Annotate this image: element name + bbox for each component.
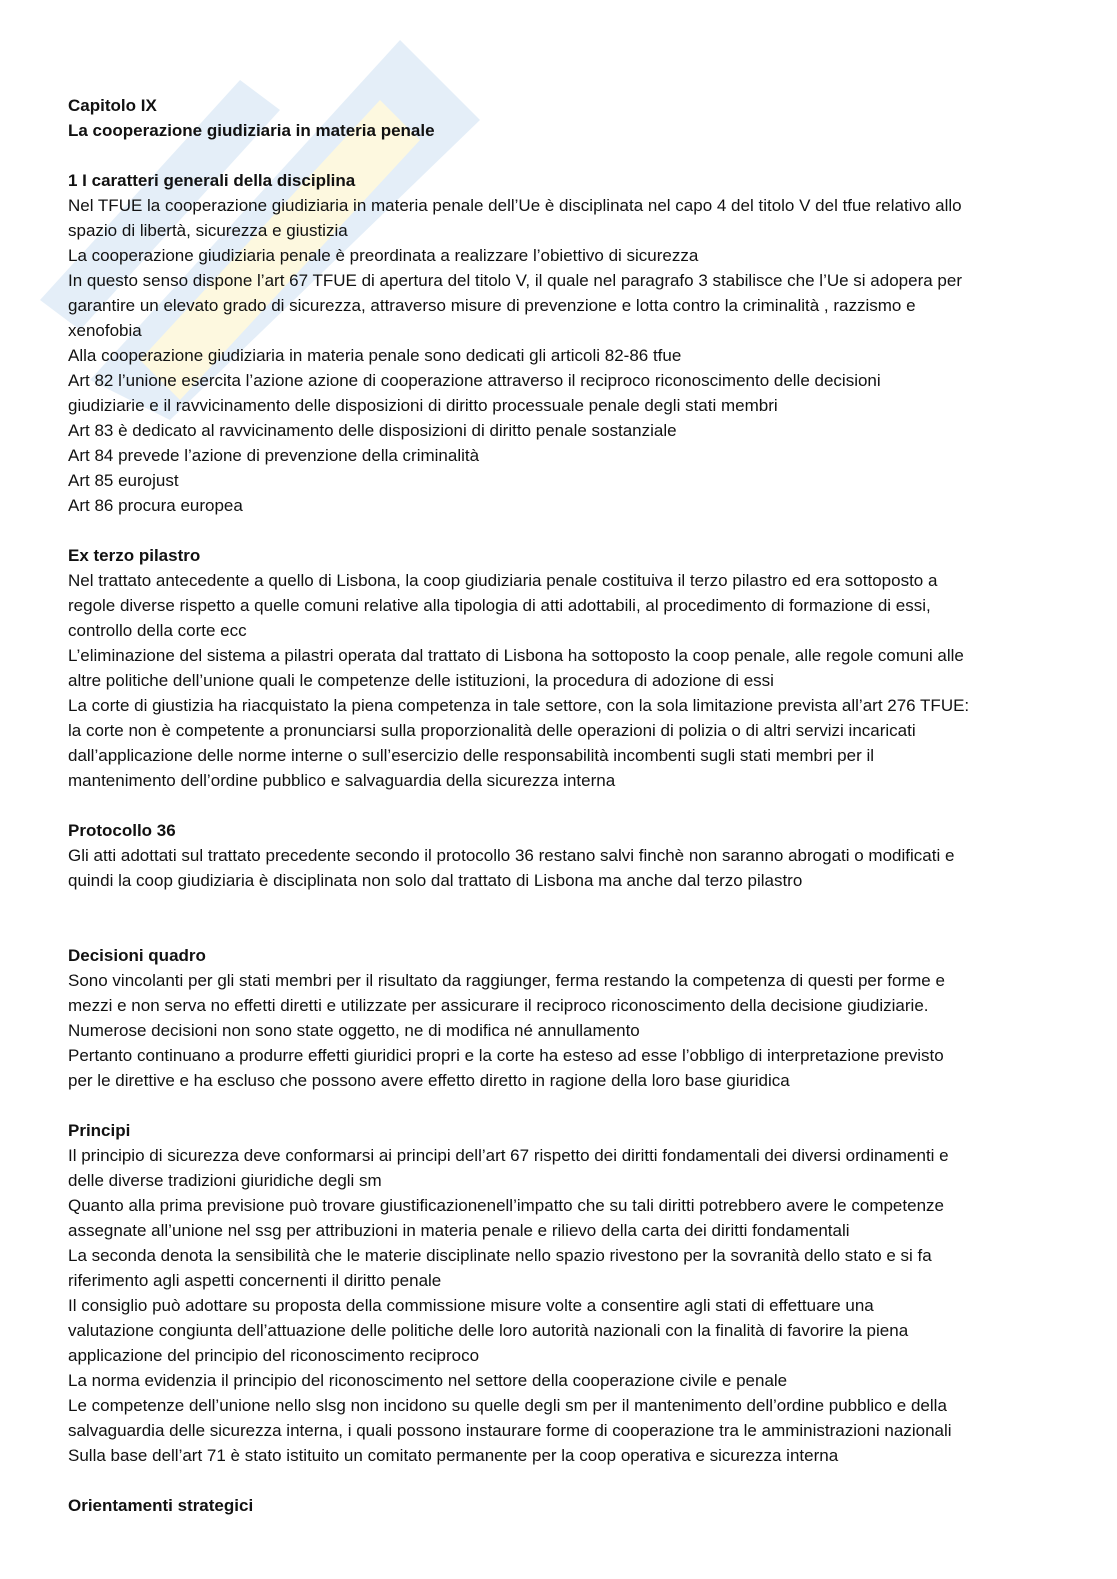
section-heading: Principi	[68, 1121, 131, 1140]
paragraph-line: controllo della corte ecc	[68, 621, 247, 640]
section-heading: 1 I caratteri generali della disciplina	[68, 171, 356, 190]
paragraph-line: La norma evidenzia il principio del riconoscimento nel settore della cooperazione civile e penale	[68, 1371, 788, 1390]
paragraph-line: salvaguardia delle sicurezza interna, i quali possono instaurare forme di cooperazione tra le amministrazioni nazionali	[68, 1421, 952, 1440]
section-heading: Ex terzo pilastro	[68, 546, 201, 565]
chapter-number: Capitolo IX	[68, 96, 157, 115]
paragraph-line: altre politiche dell’unione quali le competenze delle istituzioni, la procedura di adozione di essi	[68, 671, 774, 690]
paragraph-line: Gli atti adottati sul trattato precedente secondo il protocollo 36 restano salvi finchè non saranno abrogati o modificati e	[68, 846, 955, 865]
paragraph-line: la corte non è competente a pronunciarsi sulla proporzionalità delle operazioni di polizia o di altri servizi incaricati	[68, 721, 916, 740]
paragraph-line: Sono vincolanti per gli stati membri per il risultato da raggiunger, ferma restando la competenza di questi per forme e	[68, 971, 945, 990]
paragraph-line: riferimento agli aspetti concernenti il diritto penale	[68, 1271, 442, 1290]
paragraph-line: L’eliminazione del sistema a pilastri operata dal trattato di Lisbona ha sottoposto la coop penale, alle regole comuni alle	[68, 646, 964, 665]
paragraph-line: per le direttive e ha escluso che possono avere effetto diretto in ragione della loro base giuridica	[68, 1071, 790, 1090]
paragraph-line: Il principio di sicurezza deve conformarsi ai principi dell’art 67 rispetto dei diritti fondamentali dei diversi ordinamenti e	[68, 1146, 949, 1165]
paragraph-line: Pertanto continuano a produrre effetti giuridici propri e la corte ha esteso ad esse l’obbligo di interpretazione previsto	[68, 1046, 944, 1065]
paragraph-line: Quanto alla prima previsione può trovare giustificazionenell’impatto che su tali diritti potrebbero avere le competenze	[68, 1196, 944, 1215]
paragraph-line: Art 85 eurojust	[68, 471, 179, 490]
paragraph-line: La cooperazione giudiziaria penale è preordinata a realizzare l’obiettivo di sicurezza	[68, 246, 699, 265]
paragraph-line: valutazione congiunta dell’attuazione delle politiche delle loro autorità nazionali con la finalità di favorire la piena	[68, 1321, 909, 1340]
paragraph-line: In questo senso dispone l’art 67 TFUE di apertura del titolo V, il quale nel paragrafo 3 stabilisce che l’Ue si adopera per	[68, 271, 962, 290]
paragraph-line: delle diverse tradizioni giuridiche degli sm	[68, 1171, 382, 1190]
paragraph-line: Nel TFUE la cooperazione giudiziaria in materia penale dell’Ue è disciplinata nel capo 4 del titolo V del tfue relativo allo	[68, 196, 962, 215]
paragraph-line: La corte di giustizia ha riacquistato la piena competenza in tale settore, con la sola limitazione prevista all’art 276 TFUE:	[68, 696, 970, 715]
paragraph-line: applicazione del principio del riconoscimento reciproco	[68, 1346, 480, 1365]
paragraph-line: spazio di libertà, sicurezza e giustizia	[68, 221, 348, 240]
paragraph-line: quindi la coop giudiziaria è disciplinata non solo dal trattato di Lisbona ma anche dal terzo pilastro	[68, 871, 803, 890]
paragraph-line: assegnate all’unione nel ssg per attribuzioni in materia penale e rilievo della carta dei diritti fondamentali	[68, 1221, 850, 1240]
paragraph-line: Le competenze dell’unione nello slsg non incidono su quelle degli sm per il mantenimento dell’ordine pubblico e della	[68, 1396, 947, 1415]
paragraph-line: dall’applicazione delle norme interne o sull’esercizio delle responsabilità incombenti sugli stati membri per il	[68, 746, 875, 765]
document-body	[68, 93, 1068, 1518]
paragraph-line: Nel trattato antecedente a quello di Lisbona, la coop giudiziaria penale costituiva il terzo pilastro ed era sottoposto a	[68, 571, 938, 590]
section-heading: Orientamenti strategici	[68, 1496, 254, 1515]
paragraph-line: Art 83 è dedicato al ravvicinamento delle disposizioni di diritto penale sostanziale	[68, 421, 677, 440]
paragraph-line: mezzi e non serva no effetti diretti e utilizzate per assicurare il reciproco riconoscimento della decisione giudiziarie.	[68, 996, 929, 1015]
paragraph-line: xenofobia	[68, 321, 142, 340]
paragraph-line: regole diverse rispetto a quelle comuni relative alla tipologia di atti adottabili, al procedimento di formazione di essi,	[68, 596, 931, 615]
paragraph-line: La seconda denota la sensibilità che le materie disciplinate nello spazio rivestono per la sovranità dello stato e si fa	[68, 1246, 932, 1265]
paragraph-line: giudiziarie e il ravvicinamento delle disposizioni di diritto processuale penale degli stati membri	[68, 396, 778, 415]
chapter-title: La cooperazione giudiziaria in materia penale	[68, 121, 435, 140]
paragraph-line: mantenimento dell’ordine pubblico e salvaguardia della sicurezza interna	[68, 771, 616, 790]
paragraph-line: Sulla base dell’art 71 è stato istituito un comitato permanente per la coop operativa e sicurezza interna	[68, 1446, 839, 1465]
section-heading: Decisioni quadro	[68, 946, 206, 965]
paragraph-line: Alla cooperazione giudiziaria in materia penale sono dedicati gli articoli 82-86 tfue	[68, 346, 682, 365]
paragraph-line: Il consiglio può adottare su proposta della commissione misure volte a consentire agli stati di effettuare una	[68, 1296, 874, 1315]
paragraph-line: garantire un elevato grado di sicurezza, attraverso misure di prevenzione e lotta contro la criminalità , razzismo e	[68, 296, 916, 315]
paragraph-line: Art 86 procura europea	[68, 496, 243, 515]
paragraph-line: Art 84 prevede l’azione di prevenzione della criminalità	[68, 446, 480, 465]
paragraph-line: Numerose decisioni non sono state oggetto, ne di modifica né annullamento	[68, 1021, 640, 1040]
section-heading: Protocollo 36	[68, 821, 176, 840]
paragraph-line: Art 82 l’unione esercita l’azione azione di cooperazione attraverso il reciproco riconoscimento delle decisioni	[68, 371, 881, 390]
